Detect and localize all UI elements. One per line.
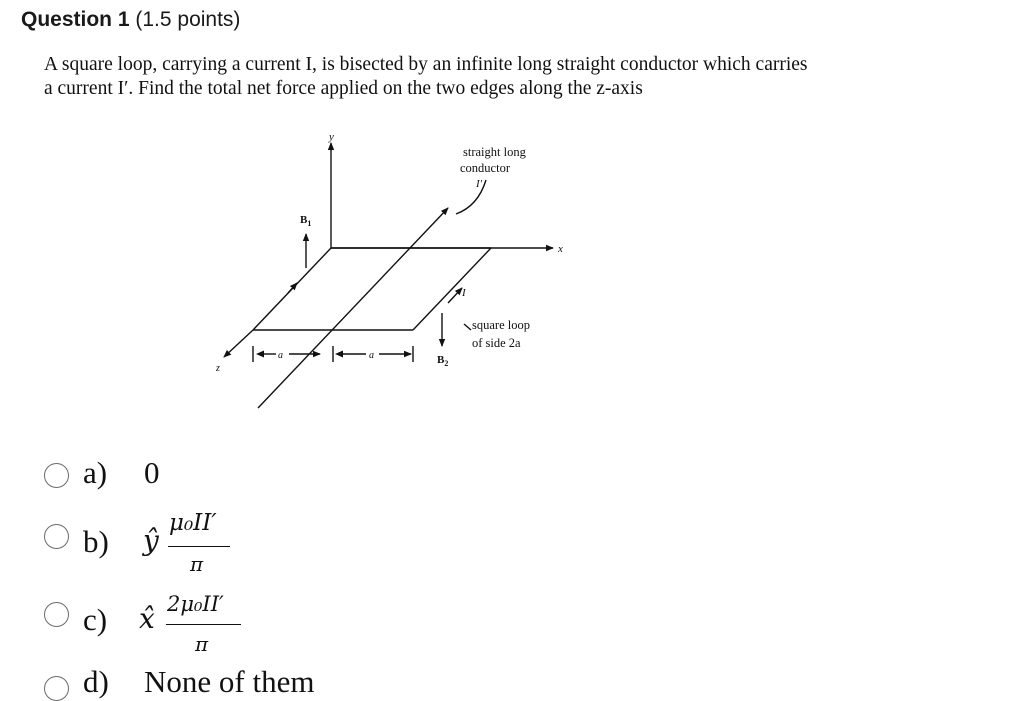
- option-d-letter: d): [83, 664, 109, 699]
- option-c-letter: c): [83, 602, 108, 637]
- option-b-letter: b): [83, 524, 109, 559]
- straight-long-conductor: [258, 208, 448, 408]
- label-z-axis: z: [216, 363, 220, 374]
- label-conductor-2: conductor: [460, 161, 510, 175]
- option-d-value: None of them: [144, 664, 315, 699]
- option-a-letter: a): [83, 455, 108, 490]
- label-y-axis: y: [329, 131, 334, 143]
- option-a-value: 0: [144, 455, 160, 490]
- option-c-fraction-bar: [166, 624, 241, 625]
- option-b[interactable]: [44, 510, 344, 578]
- option-a[interactable]: [44, 455, 344, 494]
- label-I-prime: I′: [476, 178, 483, 190]
- option-c-radio[interactable]: [44, 602, 69, 627]
- label-x-axis: x: [558, 243, 563, 255]
- option-c-denominator: π: [195, 632, 209, 656]
- question-points: (1.5 points): [135, 8, 241, 31]
- option-c-numerator: 2μ₀II′: [167, 592, 224, 616]
- option-c[interactable]: [44, 592, 344, 660]
- label-B2: $B_2$: [437, 354, 449, 368]
- option-a-radio[interactable]: [44, 463, 69, 488]
- z-axis: [224, 330, 253, 357]
- left-edge-current-arrow: [288, 283, 297, 293]
- option-d[interactable]: [44, 664, 404, 699]
- label-conductor-1: straight long: [463, 145, 526, 159]
- option-b-unit-vector: ŷ: [143, 524, 159, 557]
- label-loop-1: square loop: [472, 318, 530, 332]
- option-b-numerator: μ₀II′: [169, 510, 217, 536]
- label-dim-a-2: a: [369, 350, 374, 361]
- option-c-unit-vector: x̂: [139, 602, 155, 635]
- label-B1: $B_1$: [300, 214, 312, 228]
- option-d-radio[interactable]: [44, 676, 69, 701]
- question-text-line-1: A square loop, carrying a current I, is bisected by an infinite long straight conductor which carries: [44, 54, 808, 75]
- loop-label-leader: [464, 324, 471, 330]
- question-number: Question 1: [21, 8, 130, 31]
- option-b-fraction-bar: [168, 546, 230, 547]
- option-b-radio[interactable]: [44, 524, 69, 549]
- label-I: I: [462, 287, 466, 299]
- question-text-line-2: a current I′. Find the total net force applied on the two edges along the z-axis: [44, 78, 643, 99]
- label-dim-a-1: a: [278, 350, 283, 361]
- label-loop-2: of side 2a: [472, 336, 521, 350]
- option-b-denominator: π: [190, 552, 204, 576]
